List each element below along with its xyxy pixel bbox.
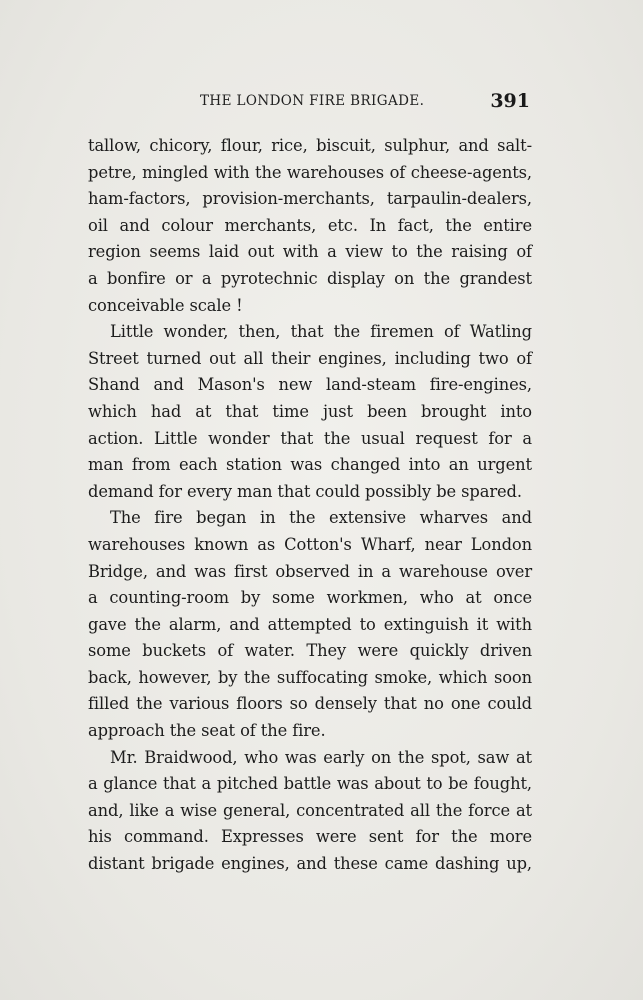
text-line: and, like a wise general, concentrated all the force at (88, 800, 532, 820)
text-line: man from each station was changed into an urgent (88, 455, 532, 475)
page-header (88, 91, 530, 115)
text-line: tallow, chicory, flour, rice, biscuit, sulphur, and salt- (88, 136, 532, 155)
text-line: Mr. Braidwood, who was early on the spot, saw at (110, 747, 532, 767)
body-text (88, 133, 532, 878)
text-line: Bridge, and was first observed in a warehouse over (88, 561, 532, 581)
text-line: demand for every man that could possibly be spared. (88, 481, 522, 501)
text-line: his command. Expresses were sent for the more (88, 827, 532, 847)
text-line: region seems laid out with a view to the raising of (88, 242, 532, 262)
text-line: warehouses known as Cotton's Wharf, near London (88, 534, 532, 554)
text-line: approach the seat of the fire. (88, 721, 326, 741)
running-title: THE LONDON FIRE BRIGADE. (200, 93, 425, 109)
page-number: 391 (490, 90, 530, 112)
text-line: Little wonder, then, that the firemen of Watling (110, 322, 532, 342)
text-line: some buckets of water. They were quickly driven (88, 641, 532, 661)
text-line: which had at that time just been brought into (88, 401, 532, 421)
text-line: oil and colour merchants, etc. In fact, the entire (88, 215, 532, 235)
text-line: petre, mingled with the warehouses of cheese-agents, (88, 162, 532, 182)
text-line: a counting-room by some workmen, who at once (88, 588, 532, 608)
text-line: Street turned out all their engines, including two of (88, 348, 532, 368)
text-line: back, however, by the suffocating smoke, which soon (88, 667, 532, 687)
text-line: action. Little wonder that the usual request for a (88, 428, 532, 448)
text-line: distant brigade engines, and these came dashing up, (88, 854, 532, 874)
text-line: conceivable scale ! (88, 295, 243, 315)
text-line: Shand and Mason's new land-steam fire-engines, (88, 375, 532, 395)
text-line: The fire began in the extensive wharves and (110, 508, 532, 528)
text-line: filled the various floors so densely that no one could (88, 694, 532, 714)
text-line: a bonfire or a pyrotechnic display on the grandest (88, 268, 532, 288)
text-line: ham-factors, provision-merchants, tarpaulin-dealers, (88, 189, 532, 209)
text-line: a glance that a pitched battle was about to be fought, (88, 774, 532, 794)
text-line: gave the alarm, and attempted to extinguish it with (88, 614, 532, 634)
